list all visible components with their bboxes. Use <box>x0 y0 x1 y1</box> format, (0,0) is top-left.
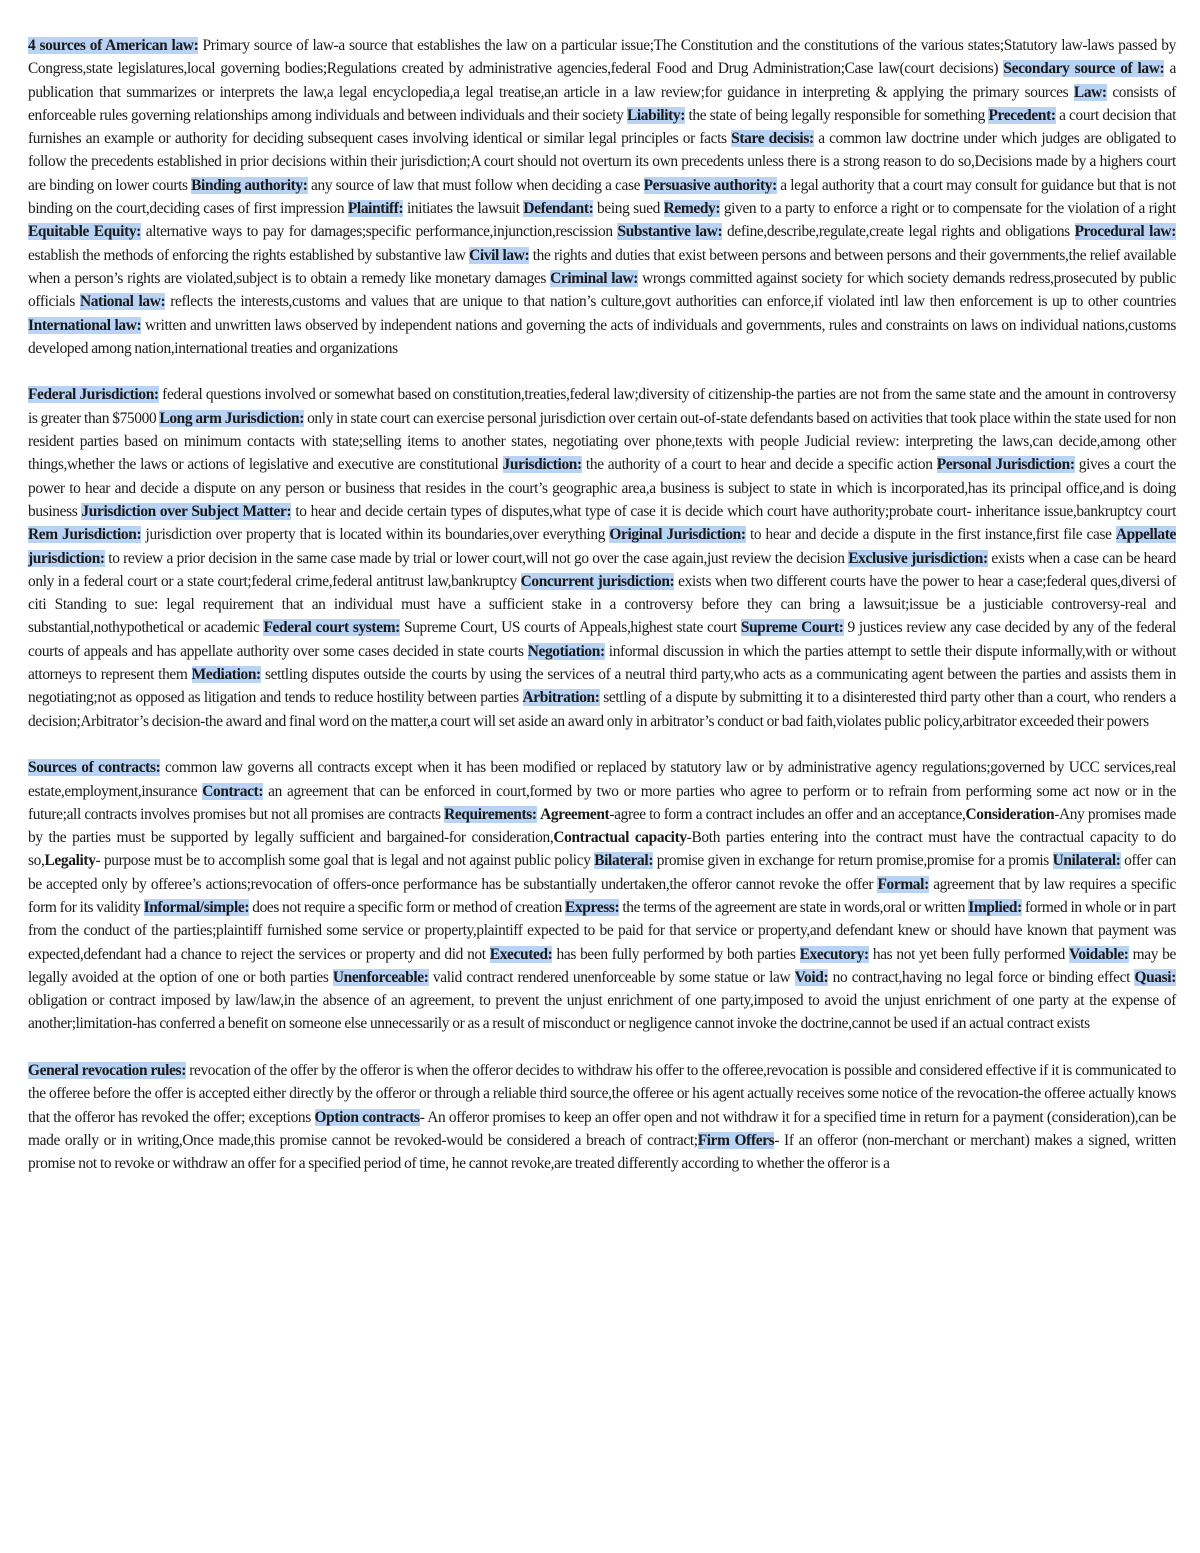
definition-text: reflects the interests,customs and values that are unique to that nation’s culture,govt authorities can enforce,if violated intl law then enforcement is up to other countries <box>165 293 1176 311</box>
definition-text: the rights and duties that exist between persons and between persons and their governments,the relief available when a person’s rights are violated,subject is to obtain a remedy like monetary damages <box>28 246 1176 287</box>
highlighted-term: Executed: <box>489 945 553 963</box>
definition-text: a court decision that furnishes an example or authority for deciding subsequent cases involving identical or similar legal principles or facts <box>28 106 1176 148</box>
highlighted-term: Law: <box>1073 83 1107 101</box>
definition-text: revocation of the offer by the offeror is when the offeror decides to withdraw his offer to the offeree,revocation is possible and considered effective if it is communicated to the offeree before the offer is accepted either directly by the offeror or through a reliable third source,the offeree or his agent actually receives some notice of the revocation-the offeree actually knows that the offeror has revoked the offer; exceptions <box>28 1062 1176 1126</box>
definition-text: - purpose must be to accomplish some goal that is legal and not against public policy <box>95 852 595 870</box>
definition-text: - An offeror promises to keep an offer open and not withdraw it for a specified time in return for a payment (consideration),can be made orally or in writing,Once made,this promise cannot be revoked-would be considered a breach of contract; <box>28 1108 1176 1149</box>
highlighted-term: Federal court system: <box>263 619 400 637</box>
definition-text: exists when two different courts have the power to hear a case;federal ques,diversi of citi Standing to sue: legal requirement that an individual must have a sufficient stake in a controversy before they can bring a lawsuit;issue be a justiciable controversy-real and substantial,nothypothetical or academic <box>28 572 1177 637</box>
definition-text: gives a court the power to hear and decide a dispute on any person or business that resides in the court’s geographic area,a business is subject to state in which is incorporated,has its principal office,and is doing business <box>28 456 1176 520</box>
study-paragraph <box>28 756 1176 1036</box>
highlighted-term: Voidable: <box>1069 945 1129 963</box>
definition-text: to hear and decide a dispute in the first instance,first file case <box>745 526 1116 544</box>
definition-text: the terms of the agreement are state in words,oral or written <box>619 898 969 916</box>
definition-text: alternative ways to pay for damages;specific performance,injunction,rescission <box>140 223 618 241</box>
highlighted-term: Firm Offers <box>697 1131 775 1149</box>
definition-text: federal questions involved or somewhat based on constitution,treaties,federal law;diversity of citizenship-the parties are not from the same state and the amount in controversy is greater than $75000 <box>28 386 1176 427</box>
highlighted-term: Express: <box>565 898 620 916</box>
highlighted-term: Bilateral: <box>594 852 654 870</box>
document-page <box>28 34 1176 1199</box>
definition-text: has not yet been fully performed <box>868 945 1070 963</box>
definition-text: may be legally avoided at the option of one or both parties <box>28 945 1177 986</box>
study-paragraph <box>28 1059 1176 1175</box>
definition-text: does not require a specific form or method of creation <box>249 898 566 916</box>
definition-text: wrongs committed against society for which society demands redress,prosecuted by public officials <box>28 269 1176 311</box>
definition-text: only in state court can exercise personal jurisdiction over certain out-of-state defendants based on activities that took place within the state used for non resident parties based on minimum contacts with state;selling items to another states, negotiating over phone,texts with people Judicial review: interpreting the laws,can decide,among other things,whether the laws or actions of legislative and executive are constitutional <box>28 409 1176 474</box>
highlighted-term: Appellate jurisdiction: <box>28 526 1176 567</box>
highlighted-term: Personal Jurisdiction: <box>936 456 1075 474</box>
definition-text: promise given in exchange for return promise,promise for a promis <box>653 852 1053 870</box>
definition-text: settling of a dispute by submitting it to a disinterested third party other than a court, who renders a decision;Arbitrator’s decision-the award and final word on the matter,a court will set aside an award only in arbitrator’s conduct or bad faith,violates public policy,arbitrator exceeded their powers <box>28 689 1176 730</box>
definition-text: -Both parties entering into the contract must have the contractual capacity to do so, <box>28 829 1176 870</box>
definition-text: written and unwritten laws observed by independent nations and governing the acts of individuals and governments, rules and constraints on laws on individual nations,customs developed among nation,international treaties and organizations <box>28 316 1177 357</box>
highlighted-term: Unilateral: <box>1052 852 1121 870</box>
definition-text: agreement that by law requires a specific form for its validity <box>28 875 1177 916</box>
highlighted-term: International law: <box>28 316 142 334</box>
definition-text: - If an offeror (non-merchant or merchant) makes a signed, written promise not to revoke or withdraw an offer for a specified period of time, he cannot revoke,are treated differently according to whether the offeror is a <box>28 1131 1176 1173</box>
definition-text: being sued <box>593 200 664 218</box>
highlighted-term: Plaintiff: <box>347 200 404 218</box>
highlighted-term: Precedent: <box>988 106 1056 124</box>
highlighted-term: Arbitration: <box>522 689 600 707</box>
definition-text: to review a prior decision in the same case made by trial or lower court,will not go over the case again,just review the decision <box>104 549 849 567</box>
bold-term: Consideration <box>965 805 1055 823</box>
definition-text: informal discussion in which the parties attempt to settle their dispute informally,with or without attorneys to represent them <box>28 642 1177 684</box>
highlighted-term: Procedural law: <box>1074 223 1176 241</box>
definition-text: exists when a case can be heard only in a federal court or a state court;federal crime,federal antitrust law,bankruptcy <box>28 549 1177 590</box>
definition-text: Supreme Court, US courts of Appeals,highest state court <box>399 619 741 637</box>
definition-text: 9 justices review any case decided by any of the federal courts of appeals and has appellate authority over some cases decided in state courts <box>28 619 1177 660</box>
highlighted-term: Unenforceable: <box>332 968 429 986</box>
highlighted-term: Void: <box>794 968 829 986</box>
highlighted-term: Binding authority: <box>191 176 308 194</box>
highlighted-term: Executory: <box>799 945 869 963</box>
highlighted-term: National law: <box>79 293 166 311</box>
highlighted-term: General revocation rules: <box>28 1062 186 1080</box>
definition-text: the state of being legally responsible for something <box>685 106 989 124</box>
definition-text: given to a party to enforce a right or to compensate for the violation of a right <box>720 200 1176 218</box>
definition-text: consists of enforceable rules governing relationships among individuals and between individuals and their society <box>28 83 1176 124</box>
definition-text: initiates the lawsuit <box>403 200 524 218</box>
definition-text: jurisdiction over property that is located within its boundaries,over everything <box>141 526 610 544</box>
highlighted-term: Negotiation: <box>527 642 605 660</box>
highlighted-term: Supreme Court: <box>740 619 844 637</box>
highlighted-term: Jurisdiction: <box>502 456 582 474</box>
highlighted-term: Federal Jurisdiction: <box>28 386 159 404</box>
definition-text: formed in whole or in part from the conduct of the parties;plaintiff furnished some service or property,plaintiff expected to be paid for that service or property,and defendant knew or should have known that payment was expected,defendant had a chance to reject the services or property and did not <box>28 898 1176 963</box>
definition-text: to hear and decide certain types of disputes,what type of case it is decide which court have authority;probate court- inheritance issue,bankruptcy court <box>291 502 1177 520</box>
definition-text: establish the methods of enforcing the rights established by substantive law <box>28 246 470 264</box>
study-paragraph <box>28 383 1176 732</box>
highlighted-term: Option contracts <box>314 1108 420 1126</box>
highlighted-term: Mediation: <box>191 666 261 684</box>
highlighted-term: Rem Jurisdiction: <box>28 526 142 544</box>
definition-text: a common law doctrine under which judges are obligated to follow the precedents established in prior decisions within their jurisdiction;A court should not overturn its own precedents unless there is a strong reason to do so,Decisions made by a highers court are binding on lower courts <box>28 130 1176 194</box>
bold-term: Contractual capacity <box>553 829 687 847</box>
highlighted-term: 4 sources of American law: <box>28 37 199 54</box>
bold-term: Legality <box>44 852 96 870</box>
definition-text: valid contract rendered unenforceable by some statue or law <box>428 968 795 986</box>
definition-text: define,describe,regulate,create legal rights and obligations <box>722 223 1075 241</box>
highlighted-term: Implied: <box>968 898 1022 916</box>
highlighted-term: Jurisdiction over Subject Matter: <box>81 502 292 520</box>
highlighted-term: Secondary source of law: <box>1003 60 1165 78</box>
highlighted-term: Substantive law: <box>617 223 723 241</box>
highlighted-term: Remedy: <box>663 200 721 218</box>
highlighted-term: Sources of contracts: <box>28 759 161 777</box>
highlighted-term: Civil law: <box>469 246 530 264</box>
definition-text: an agreement that can be enforced in court,formed by two or more parties who agree to perform or to refrain from performing some act now or in the future;all contracts involves promises but not all promises are contracts <box>28 782 1176 823</box>
definition-text: Primary source of law-a source that establishes the law on a particular issue;The Constitution and the constitutions of the various states;Statutory law-laws passed by Congress,state legislatures,local governing bodies;Regulations created by administrative agencies,federal Food and Drug Administration;Case law(court decisions) <box>28 37 1176 78</box>
highlighted-term: Formal: <box>877 875 929 893</box>
highlighted-term: Requirements: <box>444 805 537 823</box>
study-paragraph <box>28 34 1176 360</box>
highlighted-term: Original Jurisdiction: <box>609 526 746 544</box>
definition-text: any source of law that must follow when deciding a case <box>307 176 644 194</box>
highlighted-term: Liability: <box>626 106 686 124</box>
definition-text: -agree to form a contract includes an offer and an acceptance, <box>609 805 966 823</box>
highlighted-term: Concurrent jurisdiction: <box>520 572 675 590</box>
definition-text: -Any promises made by the parties must be supported by legally sufficient and bargained-for consideration, <box>28 805 1176 847</box>
definition-text: no contract,having no legal force or binding effect <box>828 968 1135 986</box>
highlighted-term: Quasi: <box>1134 968 1176 986</box>
definition-text: offer can be accepted only by offeree’s actions;revocation of offers-once performance has be substantially undertaken,the offeror cannot revoke the offer <box>28 852 1176 893</box>
highlighted-term: Criminal law: <box>550 269 639 287</box>
definition-text: a legal authority that a court may consult for guidance but that is not binding on the court,deciding cases of first impression <box>28 176 1176 218</box>
highlighted-term: Informal/simple: <box>143 898 250 916</box>
highlighted-term: Long arm Jurisdiction: <box>159 409 304 427</box>
definition-text: has been fully performed by both parties <box>552 945 800 963</box>
highlighted-term: Stare decisis: <box>731 130 814 148</box>
highlighted-term: Defendant: <box>523 200 594 218</box>
highlighted-term: Persuasive authority: <box>643 176 777 194</box>
definition-text: the authority of a court to hear and decide a specific action <box>581 456 937 474</box>
definition-text: a publication that summarizes or interprets the law,a legal encyclopedia,a legal treatise,an article in a law review;for guidance in interpreting & applying the primary sources <box>28 60 1176 101</box>
definition-text: settling disputes outside the courts by using the services of a neutral third party,who acts as a communicating agent between the parties and assists them in negotiating;not as opposed as litigation and tends to reduce hostility between parties <box>28 666 1176 707</box>
highlighted-term: Contract: <box>202 782 264 800</box>
highlighted-term: Equitable Equity: <box>28 223 141 241</box>
definition-text: obligation or contract imposed by law/law,in the absence of an agreement, to prevent the unjust enrichment of one party,imposed to avoid the unjust enrichment of one party at the expense of another;limitation-has conferred a benefit on someone else unnecessarily or as a result of misconduct or negligence cannot invoke the doctrine,cannot be used if an actual contract exists <box>28 992 1176 1033</box>
definition-text: common law governs all contracts except when it has been modified or replaced by statutory law or by administrative agency regulations;governed by UCC services,real estate,employment,insurance <box>28 759 1177 800</box>
bold-term: Agreement <box>540 805 610 823</box>
highlighted-term: Exclusive jurisdiction: <box>848 549 988 567</box>
